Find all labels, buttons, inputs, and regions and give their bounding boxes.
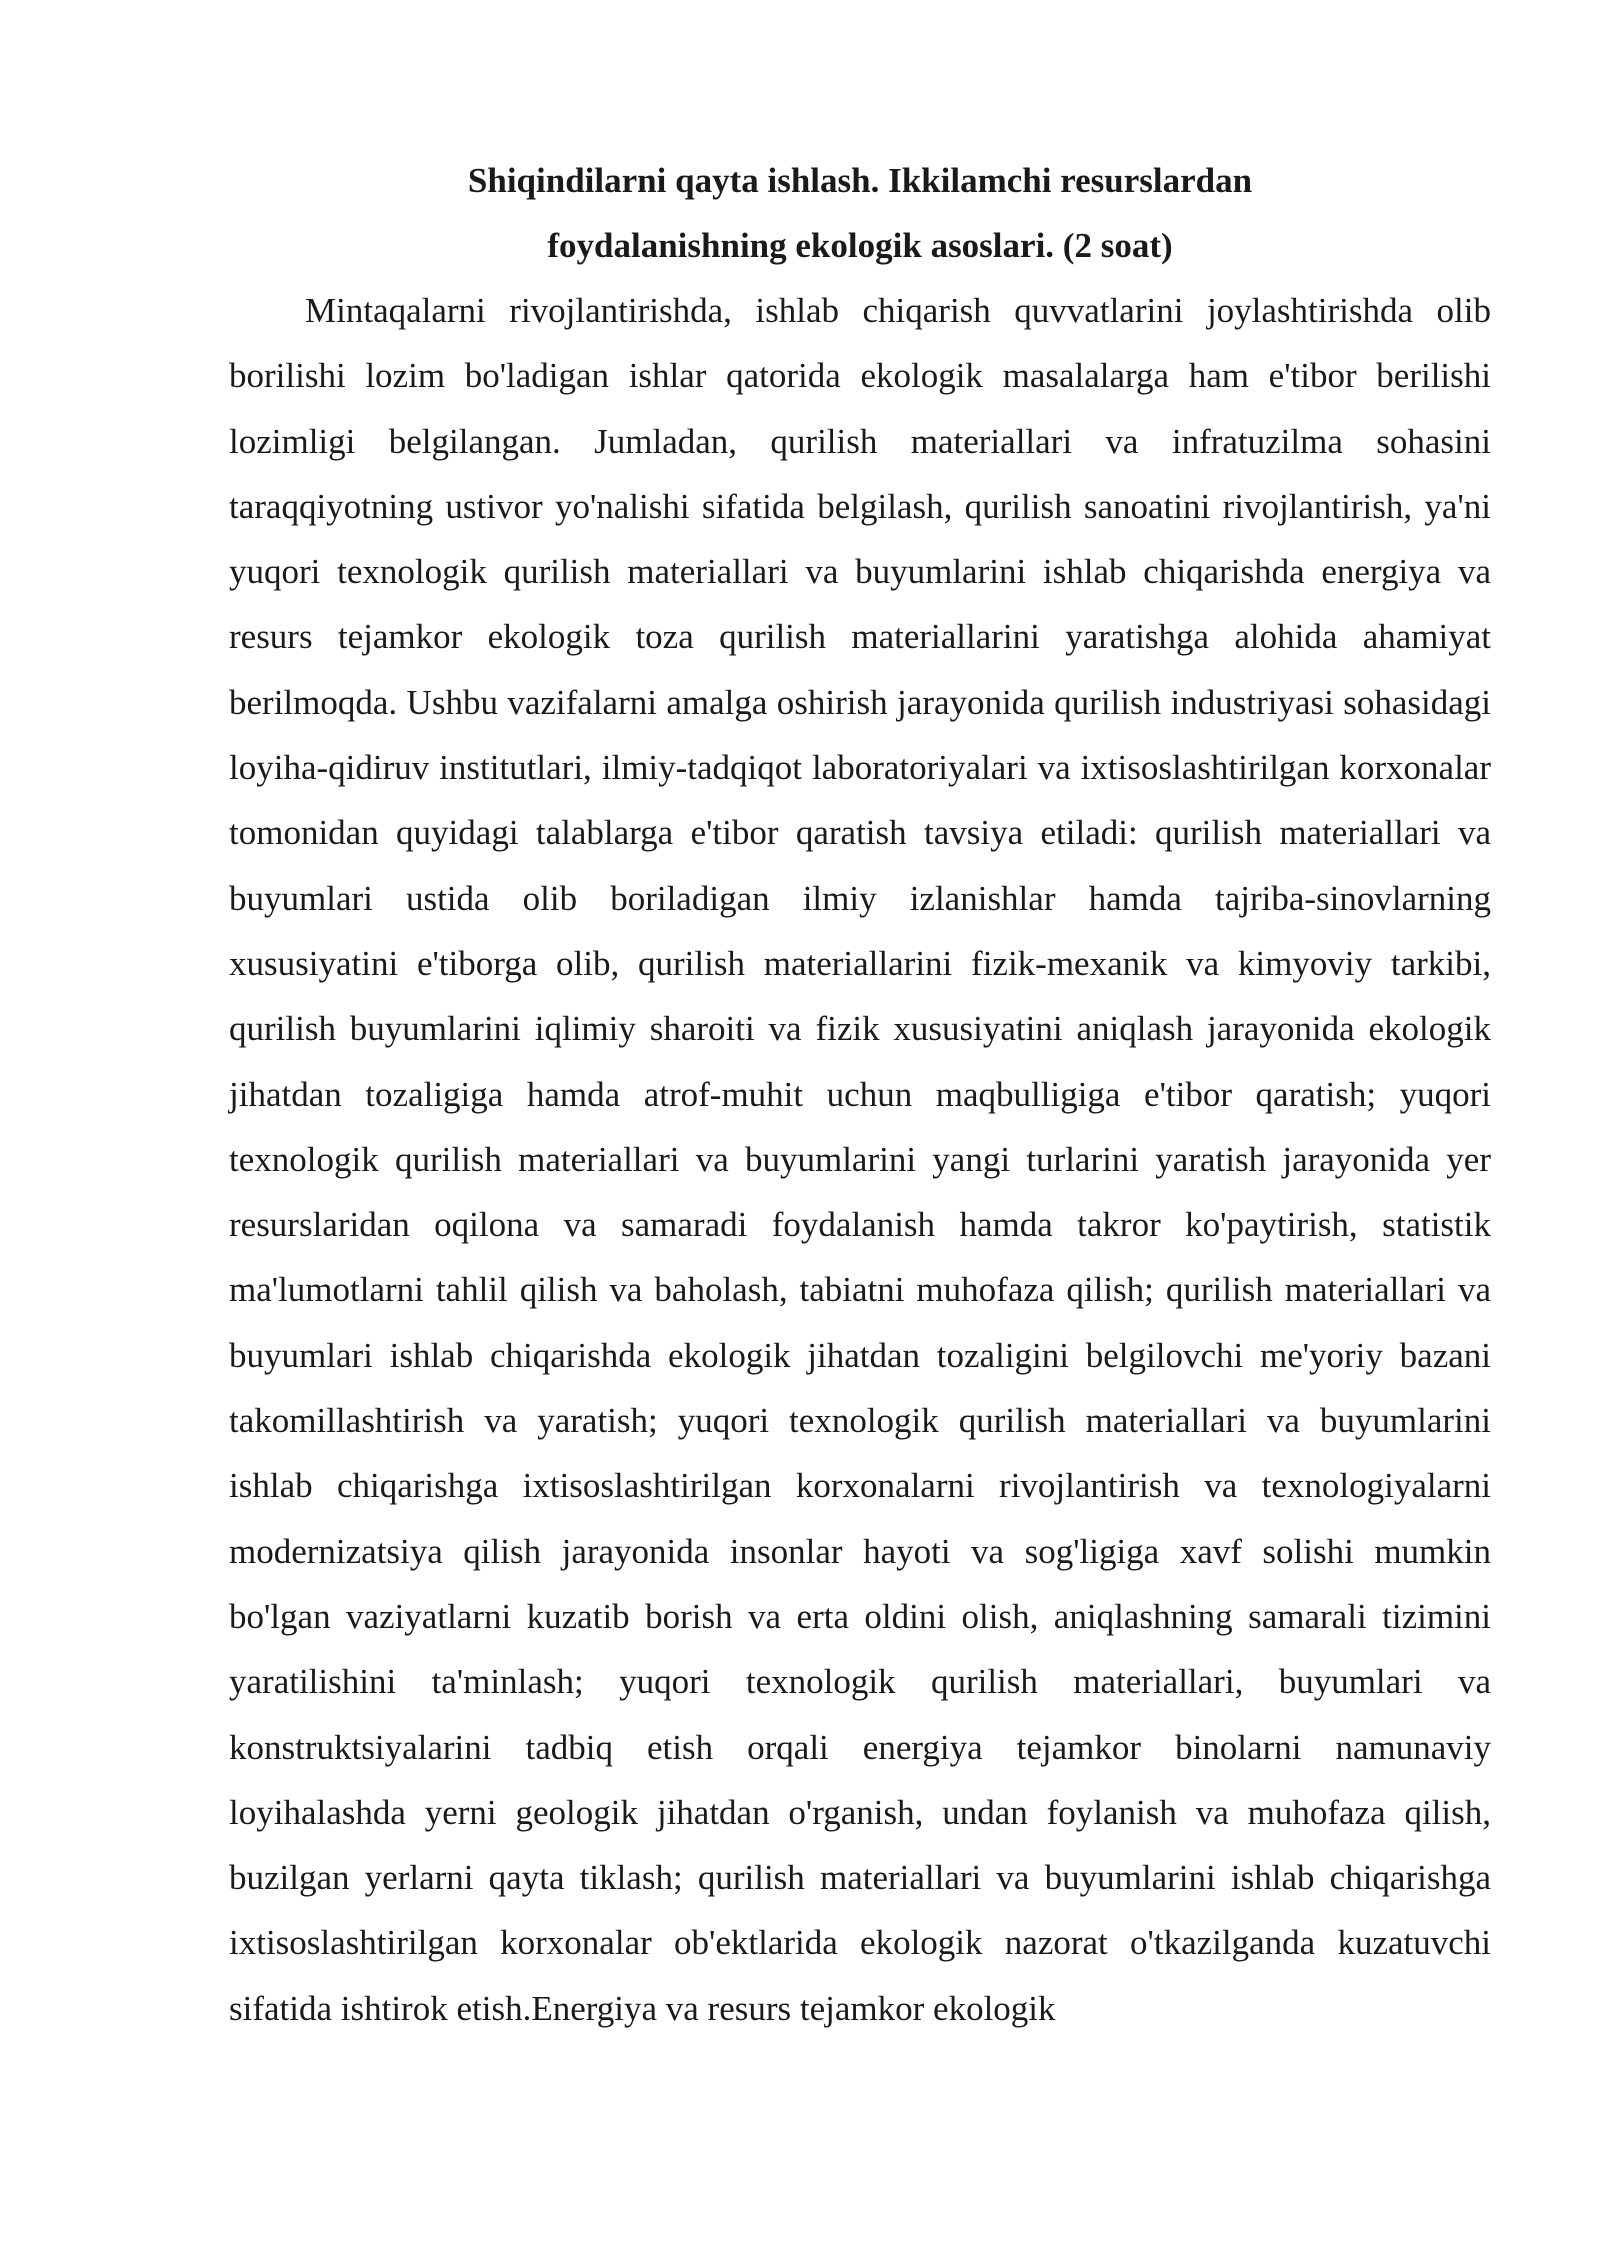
body-paragraph: Mintaqalarni rivojlantirishda, ishlab chiqarish quvvatlarini joylashtirishda olib borilishi lozim bo'ladigan ishlar qatorida ekologik masalalarga ham e'tibor berilishi lozimligi belgilangan. Jumladan, qurilish materiallari va infratuzilma sohasini taraqqiyotning ustivor yo'nalishi sifatida belgilash, qurilish sanoatini rivojlantirish, ya'ni yuqori texnologik qurilish materiallari va buyumlarini ishlab chiqarishda energiya va resurs tejamkor ekologik toza qurilish materiallarini yaratishga alohida ahamiyat berilmoqda. Ushbu vazifalarni amalga oshirish jarayonida qurilish industriyasi sohasidagi loyiha-qidiruv institutlari, ilmiy-tadqiqot laboratoriyalari va ixtisoslashtirilgan korxonalar tomonidan quyidagi talablarga e'tibor qaratish tavsiya etiladi: qurilish materiallari va buyumlari ustida olib boriladigan ilmiy izlanishlar hamda tajriba-sinovlarning xususiyatini e'tiborga olib, qurilish materiallarini fizik-mexanik va kimyoviy tarkibi, qurilish buyumlarini iqlimiy sharoiti va fizik xususiyatini aniqlash jarayonida ekologik jihatdan tozaligiga hamda atrof-muhit uchun maqbulligiga e'tibor qaratish; yuqori texnologik qurilish materiallari va buyumlarini yangi turlarini yaratish jarayonida yer resurslaridan oqilona va samaradi foydalanish hamda takror ko'paytirish, statistik ma'lumotlarni tahlil qilish va baholash, tabiatni muhofaza qilish; qurilish materiallari va buyumlari ishlab chiqarishda ekologik jihatdan tozaligini belgilovchi me'yoriy bazani takomillashtirish va yaratish; yuqori texnologik qurilish materiallari va buyumlarini ishlab chiqarishga ixtisoslashtirilgan korxonalarni rivojlantirish va texnologiyalarni modernizatsiya qilish jarayonida insonlar hayoti va sog'ligiga xavf solishi mumkin bo'lgan vaziyatlarni kuzatib borish va erta oldini olish, aniqlashning samarali tizimini yaratilishini ta'minlash; yuqori texnologik qurilish materiallari, buyumlari va konstruktsiyalarini tadbiq etish orqali energiya tejamkor binolarni namunaviy loyihalashda yerni geologik jihatdan o'rganish, undan foylanish va muhofaza qilish, buzilgan yerlarni qayta tiklash; qurilish materiallari va buyumlarini ishlab chiqarishga ixtisoslashtirilgan korxonalar ob'ektlarida ekologik nazorat o'tkazilganda kuzatuvchi sifatida ishtirok etish.Energiya va resurs tejamkor ekologik xyxy=(229,291,1491,2028)
document-title-line-1: Shiqindilarni qayta ishlash. Ikkilamchi resurslardan xyxy=(467,161,1253,200)
document-title-line-2: foydalanishning ekologik asoslari. (2 soat) xyxy=(547,226,1173,265)
document-page xyxy=(229,148,1491,2041)
